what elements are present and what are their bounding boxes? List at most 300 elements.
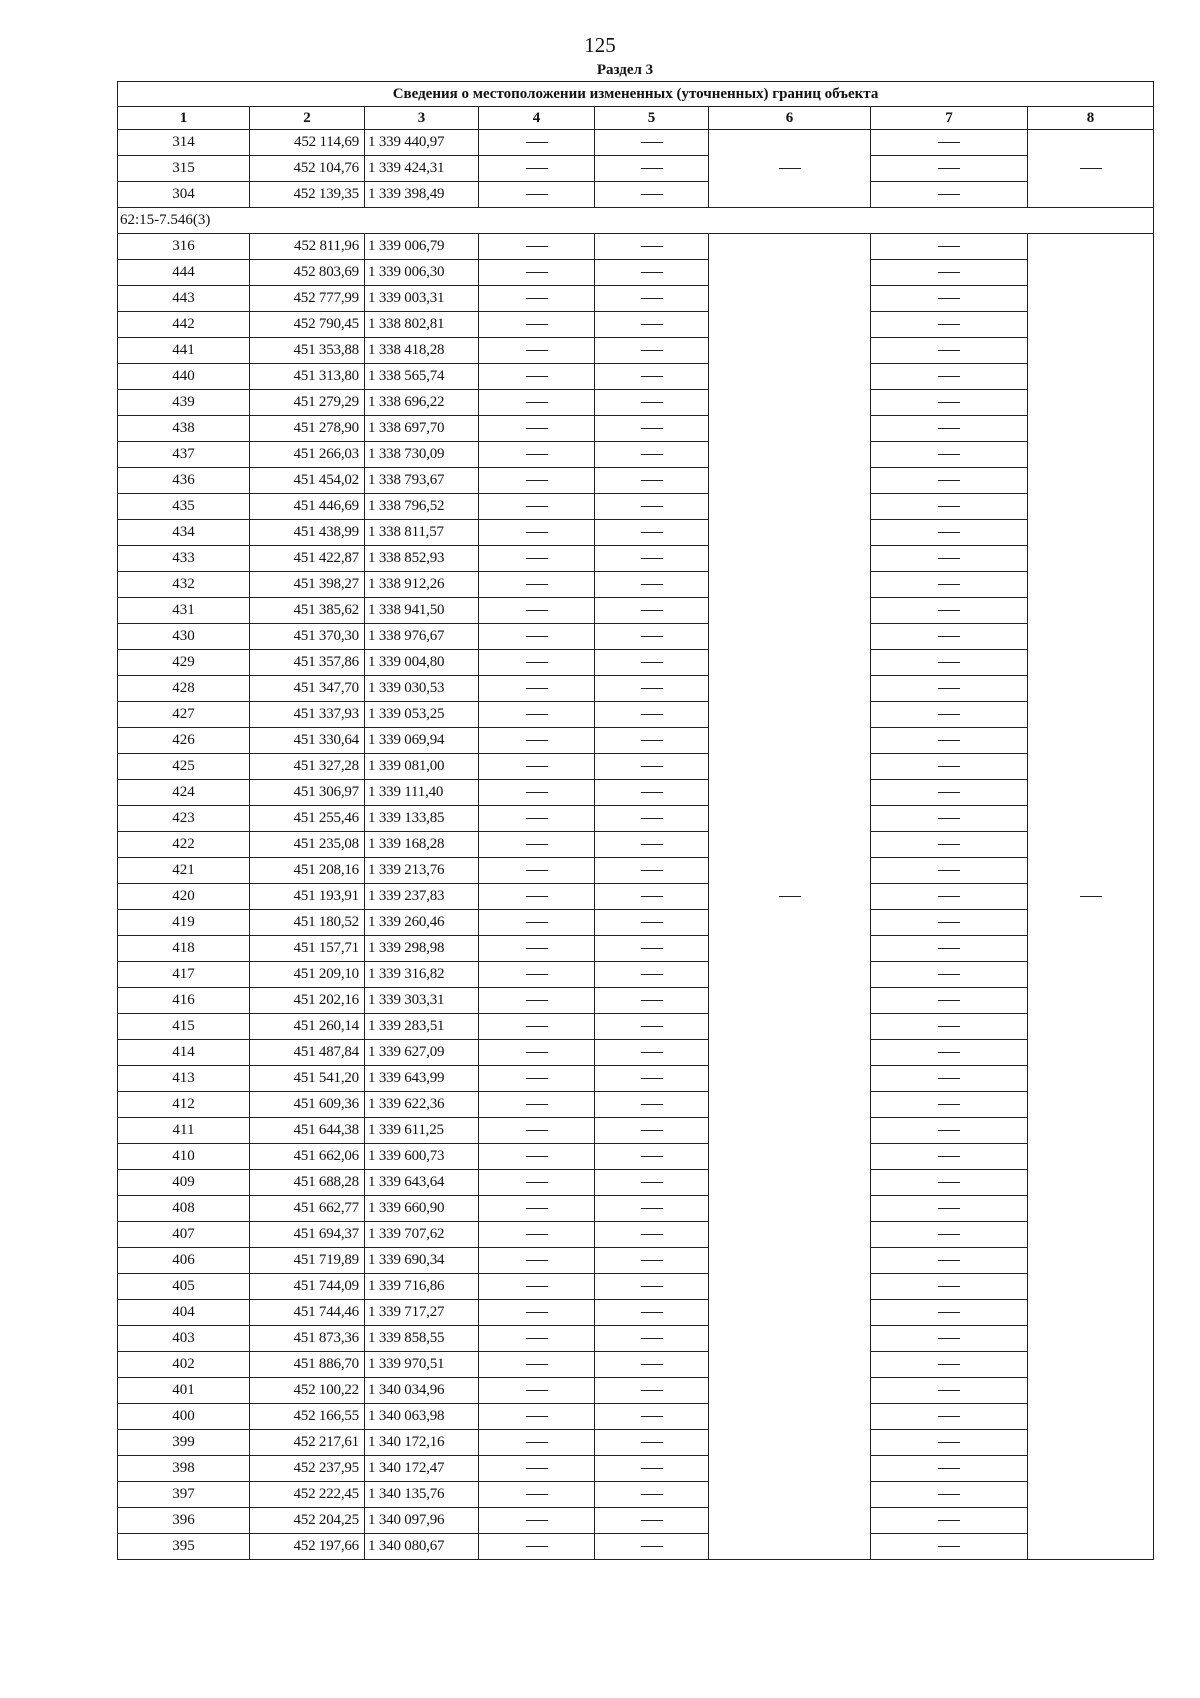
dash-mark <box>938 948 960 949</box>
empty-value-cell <box>1028 234 1154 1560</box>
point-number-cell: 412 <box>118 1092 250 1118</box>
table-row <box>118 286 1154 312</box>
x-coordinate-cell: 451 541,20 <box>250 1066 365 1092</box>
table-row <box>118 676 1154 702</box>
y-coordinate-cell: 1 339 660,90 <box>365 1196 479 1222</box>
parcel-number: 62:15-7.546(3) <box>118 208 1154 234</box>
empty-value-cell <box>595 780 709 806</box>
empty-value-cell <box>479 1326 595 1352</box>
y-coordinate-cell: 1 339 133,85 <box>365 806 479 832</box>
dash-mark <box>779 168 801 169</box>
dash-mark <box>641 948 663 949</box>
x-coordinate-cell: 451 353,88 <box>250 338 365 364</box>
empty-value-cell <box>595 754 709 780</box>
dash-mark <box>526 532 548 533</box>
dash-mark <box>641 1390 663 1391</box>
y-coordinate-cell: 1 339 707,62 <box>365 1222 479 1248</box>
table-row <box>118 806 1154 832</box>
empty-value-cell <box>871 1352 1028 1378</box>
x-coordinate-cell: 451 235,08 <box>250 832 365 858</box>
empty-value-cell <box>871 962 1028 988</box>
x-coordinate-cell: 451 719,89 <box>250 1248 365 1274</box>
table-row <box>118 156 1154 182</box>
empty-value-cell <box>595 1066 709 1092</box>
empty-value-cell <box>595 1534 709 1560</box>
empty-value-cell <box>595 286 709 312</box>
table-row <box>118 572 1154 598</box>
dash-mark <box>526 1000 548 1001</box>
table-row <box>118 1040 1154 1066</box>
y-coordinate-cell: 1 340 063,98 <box>365 1404 479 1430</box>
dash-mark <box>641 1052 663 1053</box>
empty-value-cell <box>479 130 595 156</box>
table-row <box>118 1092 1154 1118</box>
table-row <box>118 832 1154 858</box>
empty-value-cell <box>479 260 595 286</box>
dash-mark <box>641 922 663 923</box>
table-row <box>118 988 1154 1014</box>
table-row <box>118 1274 1154 1300</box>
y-coordinate-cell: 1 339 316,82 <box>365 962 479 988</box>
x-coordinate-cell: 451 370,30 <box>250 624 365 650</box>
table-row <box>118 338 1154 364</box>
column-number: 3 <box>365 107 479 130</box>
empty-value-cell <box>595 1378 709 1404</box>
dash-mark <box>938 662 960 663</box>
dash-mark <box>526 584 548 585</box>
point-number-cell: 432 <box>118 572 250 598</box>
point-number-cell: 435 <box>118 494 250 520</box>
dash-mark <box>526 1208 548 1209</box>
empty-value-cell <box>595 416 709 442</box>
dash-mark <box>938 1520 960 1521</box>
y-coordinate-cell: 1 338 565,74 <box>365 364 479 390</box>
empty-value-cell <box>871 1196 1028 1222</box>
empty-value-cell <box>479 1378 595 1404</box>
point-number-cell: 304 <box>118 182 250 208</box>
dash-mark <box>641 1338 663 1339</box>
empty-value-cell <box>871 1508 1028 1534</box>
dash-mark <box>938 974 960 975</box>
x-coordinate-cell: 451 688,28 <box>250 1170 365 1196</box>
empty-value-cell <box>595 156 709 182</box>
empty-value-cell <box>871 494 1028 520</box>
dash-mark <box>641 636 663 637</box>
dash-mark <box>938 922 960 923</box>
x-coordinate-cell: 452 237,95 <box>250 1456 365 1482</box>
y-coordinate-cell: 1 338 730,09 <box>365 442 479 468</box>
y-coordinate-cell: 1 338 802,81 <box>365 312 479 338</box>
y-coordinate-cell: 1 340 135,76 <box>365 1482 479 1508</box>
table-row <box>118 910 1154 936</box>
dash-mark <box>641 1078 663 1079</box>
x-coordinate-cell: 451 278,90 <box>250 416 365 442</box>
dash-mark <box>526 1338 548 1339</box>
table-row <box>118 936 1154 962</box>
empty-value-cell <box>479 312 595 338</box>
x-coordinate-cell: 451 662,06 <box>250 1144 365 1170</box>
dash-mark <box>526 480 548 481</box>
empty-value-cell <box>871 1014 1028 1040</box>
empty-value-cell <box>709 130 871 208</box>
y-coordinate-cell: 1 339 006,79 <box>365 234 479 260</box>
dash-mark <box>526 1520 548 1521</box>
dash-mark <box>938 142 960 143</box>
dash-mark <box>938 246 960 247</box>
y-coordinate-cell: 1 339 440,97 <box>365 130 479 156</box>
y-coordinate-cell: 1 338 811,57 <box>365 520 479 546</box>
empty-value-cell <box>479 858 595 884</box>
empty-value-cell <box>479 754 595 780</box>
empty-value-cell <box>595 1482 709 1508</box>
empty-value-cell <box>709 234 871 1560</box>
x-coordinate-cell: 451 330,64 <box>250 728 365 754</box>
parcel-group-row <box>118 208 1154 234</box>
empty-value-cell <box>595 1040 709 1066</box>
table-row <box>118 182 1154 208</box>
x-coordinate-cell: 451 454,02 <box>250 468 365 494</box>
point-number-cell: 401 <box>118 1378 250 1404</box>
dash-mark <box>641 1260 663 1261</box>
dash-mark <box>641 402 663 403</box>
empty-value-cell <box>871 520 1028 546</box>
point-number-cell: 430 <box>118 624 250 650</box>
dash-mark <box>641 1442 663 1443</box>
dash-mark <box>938 1234 960 1235</box>
empty-value-cell <box>595 1300 709 1326</box>
point-number-cell: 398 <box>118 1456 250 1482</box>
empty-value-cell <box>479 520 595 546</box>
dash-mark <box>641 792 663 793</box>
table-row <box>118 1222 1154 1248</box>
x-coordinate-cell: 452 139,35 <box>250 182 365 208</box>
dash-mark <box>938 506 960 507</box>
y-coordinate-cell: 1 339 690,34 <box>365 1248 479 1274</box>
empty-value-cell <box>595 806 709 832</box>
dash-mark <box>641 168 663 169</box>
point-number-cell: 399 <box>118 1430 250 1456</box>
dash-mark <box>938 558 960 559</box>
point-number-cell: 415 <box>118 1014 250 1040</box>
empty-value-cell <box>871 338 1028 364</box>
empty-value-cell <box>871 442 1028 468</box>
dash-mark <box>641 1026 663 1027</box>
point-number-cell: 411 <box>118 1118 250 1144</box>
dash-mark <box>641 662 663 663</box>
dash-mark <box>641 870 663 871</box>
x-coordinate-cell: 451 438,99 <box>250 520 365 546</box>
y-coordinate-cell: 1 338 793,67 <box>365 468 479 494</box>
dash-mark <box>526 142 548 143</box>
y-coordinate-cell: 1 339 030,53 <box>365 676 479 702</box>
empty-value-cell <box>479 468 595 494</box>
dash-mark <box>938 870 960 871</box>
dash-mark <box>641 480 663 481</box>
dash-mark <box>526 1416 548 1417</box>
table-row <box>118 234 1154 260</box>
point-number-cell: 405 <box>118 1274 250 1300</box>
dash-mark <box>641 974 663 975</box>
dash-mark <box>641 610 663 611</box>
dash-mark <box>526 714 548 715</box>
dash-mark <box>641 194 663 195</box>
empty-value-cell <box>1028 130 1154 208</box>
empty-value-cell <box>479 884 595 910</box>
y-coordinate-cell: 1 338 912,26 <box>365 572 479 598</box>
empty-value-cell <box>871 1456 1028 1482</box>
point-number-cell: 316 <box>118 234 250 260</box>
dash-mark <box>526 558 548 559</box>
point-number-cell: 437 <box>118 442 250 468</box>
x-coordinate-cell: 451 337,93 <box>250 702 365 728</box>
dash-mark <box>938 818 960 819</box>
empty-value-cell <box>479 364 595 390</box>
y-coordinate-cell: 1 339 283,51 <box>365 1014 479 1040</box>
dash-mark <box>641 1208 663 1209</box>
table-row <box>118 702 1154 728</box>
table-row <box>118 468 1154 494</box>
point-number-cell: 414 <box>118 1040 250 1066</box>
dash-mark <box>938 1026 960 1027</box>
empty-value-cell <box>595 1274 709 1300</box>
dash-mark <box>526 324 548 325</box>
empty-value-cell <box>871 468 1028 494</box>
point-number-cell: 315 <box>118 156 250 182</box>
point-number-cell: 407 <box>118 1222 250 1248</box>
y-coordinate-cell: 1 338 418,28 <box>365 338 479 364</box>
x-coordinate-cell: 452 104,76 <box>250 156 365 182</box>
dash-mark <box>526 1468 548 1469</box>
table-row <box>118 442 1154 468</box>
table-row <box>118 494 1154 520</box>
point-number-cell: 416 <box>118 988 250 1014</box>
y-coordinate-cell: 1 339 260,46 <box>365 910 479 936</box>
dash-mark <box>938 1390 960 1391</box>
empty-value-cell <box>871 1430 1028 1456</box>
dash-mark <box>526 1026 548 1027</box>
dash-mark <box>938 714 960 715</box>
point-number-cell: 428 <box>118 676 250 702</box>
dash-mark <box>938 1156 960 1157</box>
empty-value-cell <box>595 624 709 650</box>
table-row <box>118 364 1154 390</box>
dash-mark <box>938 1208 960 1209</box>
x-coordinate-cell: 451 260,14 <box>250 1014 365 1040</box>
x-coordinate-cell: 452 803,69 <box>250 260 365 286</box>
empty-value-cell <box>479 442 595 468</box>
table-caption-row <box>118 82 1154 107</box>
y-coordinate-cell: 1 338 696,22 <box>365 390 479 416</box>
empty-value-cell <box>595 442 709 468</box>
y-coordinate-cell: 1 339 622,36 <box>365 1092 479 1118</box>
empty-value-cell <box>871 806 1028 832</box>
empty-value-cell <box>479 1352 595 1378</box>
point-number-cell: 421 <box>118 858 250 884</box>
dash-mark <box>641 844 663 845</box>
empty-value-cell <box>595 1326 709 1352</box>
dash-mark <box>938 1104 960 1105</box>
dash-mark <box>938 1052 960 1053</box>
dash-mark <box>526 402 548 403</box>
table-row <box>118 1196 1154 1222</box>
dash-mark <box>938 610 960 611</box>
empty-value-cell <box>871 832 1028 858</box>
dash-mark <box>938 402 960 403</box>
table-caption: Сведения о местоположении измененных (уточненных) границ объекта <box>118 82 1154 107</box>
x-coordinate-cell: 452 217,61 <box>250 1430 365 1456</box>
dash-mark <box>641 1546 663 1547</box>
point-number-cell: 413 <box>118 1066 250 1092</box>
empty-value-cell <box>871 1404 1028 1430</box>
empty-value-cell <box>871 624 1028 650</box>
y-coordinate-cell: 1 338 941,50 <box>365 598 479 624</box>
dash-mark <box>526 1286 548 1287</box>
dash-mark <box>641 714 663 715</box>
empty-value-cell <box>871 988 1028 1014</box>
table-row <box>118 312 1154 338</box>
empty-value-cell <box>595 598 709 624</box>
dash-mark <box>938 688 960 689</box>
dash-mark <box>938 454 960 455</box>
dash-mark <box>938 1260 960 1261</box>
dash-mark <box>938 1338 960 1339</box>
dash-mark <box>938 350 960 351</box>
dash-mark <box>526 610 548 611</box>
x-coordinate-cell: 451 644,38 <box>250 1118 365 1144</box>
y-coordinate-cell: 1 339 716,86 <box>365 1274 479 1300</box>
empty-value-cell <box>479 806 595 832</box>
dash-mark <box>526 1052 548 1053</box>
empty-value-cell <box>479 572 595 598</box>
y-coordinate-cell: 1 339 298,98 <box>365 936 479 962</box>
empty-value-cell <box>871 182 1028 208</box>
empty-value-cell <box>871 1248 1028 1274</box>
y-coordinate-cell: 1 339 424,31 <box>365 156 479 182</box>
table-row <box>118 780 1154 806</box>
empty-value-cell <box>595 1014 709 1040</box>
column-number: 4 <box>479 107 595 130</box>
point-number-cell: 440 <box>118 364 250 390</box>
dash-mark <box>641 1468 663 1469</box>
point-number-cell: 442 <box>118 312 250 338</box>
empty-value-cell <box>871 416 1028 442</box>
empty-value-cell <box>871 1040 1028 1066</box>
empty-value-cell <box>595 962 709 988</box>
point-number-cell: 434 <box>118 520 250 546</box>
dash-mark <box>938 272 960 273</box>
empty-value-cell <box>479 1170 595 1196</box>
dash-mark <box>526 948 548 949</box>
x-coordinate-cell: 451 873,36 <box>250 1326 365 1352</box>
table-row <box>118 962 1154 988</box>
table-row <box>118 858 1154 884</box>
empty-value-cell <box>595 650 709 676</box>
dash-mark <box>779 896 801 897</box>
empty-value-cell <box>871 572 1028 598</box>
empty-value-cell <box>479 1300 595 1326</box>
empty-value-cell <box>595 1144 709 1170</box>
table-row <box>118 728 1154 754</box>
x-coordinate-cell: 451 422,87 <box>250 546 365 572</box>
empty-value-cell <box>871 260 1028 286</box>
x-coordinate-cell: 452 777,99 <box>250 286 365 312</box>
dash-mark <box>641 324 663 325</box>
dash-mark <box>526 636 548 637</box>
empty-value-cell <box>595 1508 709 1534</box>
point-number-cell: 419 <box>118 910 250 936</box>
empty-value-cell <box>479 416 595 442</box>
empty-value-cell <box>871 312 1028 338</box>
point-number-cell: 409 <box>118 1170 250 1196</box>
empty-value-cell <box>595 312 709 338</box>
empty-value-cell <box>871 234 1028 260</box>
section-title: Раздел 3 <box>596 62 654 78</box>
empty-value-cell <box>595 364 709 390</box>
y-coordinate-cell: 1 339 643,64 <box>365 1170 479 1196</box>
dash-mark <box>641 1286 663 1287</box>
point-number-cell: 423 <box>118 806 250 832</box>
empty-value-cell <box>479 546 595 572</box>
dash-mark <box>641 766 663 767</box>
dash-mark <box>641 246 663 247</box>
empty-value-cell <box>479 598 595 624</box>
y-coordinate-cell: 1 339 717,27 <box>365 1300 479 1326</box>
point-number-cell: 404 <box>118 1300 250 1326</box>
dash-mark <box>641 1364 663 1365</box>
table-row <box>118 884 1154 910</box>
empty-value-cell <box>871 1222 1028 1248</box>
dash-mark <box>641 272 663 273</box>
dash-mark <box>526 1260 548 1261</box>
y-coordinate-cell: 1 339 006,30 <box>365 260 479 286</box>
dash-mark <box>938 1546 960 1547</box>
column-number: 6 <box>709 107 871 130</box>
dash-mark <box>526 1442 548 1443</box>
empty-value-cell <box>871 1066 1028 1092</box>
empty-value-cell <box>479 910 595 936</box>
empty-value-cell <box>479 286 595 312</box>
point-number-cell: 395 <box>118 1534 250 1560</box>
dash-mark <box>526 766 548 767</box>
column-number: 2 <box>250 107 365 130</box>
dash-mark <box>641 1182 663 1183</box>
empty-value-cell <box>871 1144 1028 1170</box>
x-coordinate-cell: 451 209,10 <box>250 962 365 988</box>
point-number-cell: 420 <box>118 884 250 910</box>
dash-mark <box>641 1000 663 1001</box>
dash-mark <box>526 1364 548 1365</box>
dash-mark <box>526 818 548 819</box>
y-coordinate-cell: 1 339 858,55 <box>365 1326 479 1352</box>
dash-mark <box>938 896 960 897</box>
empty-value-cell <box>595 520 709 546</box>
dash-mark <box>938 1000 960 1001</box>
x-coordinate-cell: 451 487,84 <box>250 1040 365 1066</box>
empty-value-cell <box>871 286 1028 312</box>
x-coordinate-cell: 452 204,25 <box>250 1508 365 1534</box>
point-number-cell: 314 <box>118 130 250 156</box>
empty-value-cell <box>479 702 595 728</box>
empty-value-cell <box>871 676 1028 702</box>
empty-value-cell <box>871 728 1028 754</box>
y-coordinate-cell: 1 339 643,99 <box>365 1066 479 1092</box>
dash-mark <box>938 1364 960 1365</box>
dash-mark <box>526 974 548 975</box>
dash-mark <box>938 324 960 325</box>
dash-mark <box>526 1156 548 1157</box>
dash-mark <box>526 1546 548 1547</box>
y-coordinate-cell: 1 339 111,40 <box>365 780 479 806</box>
